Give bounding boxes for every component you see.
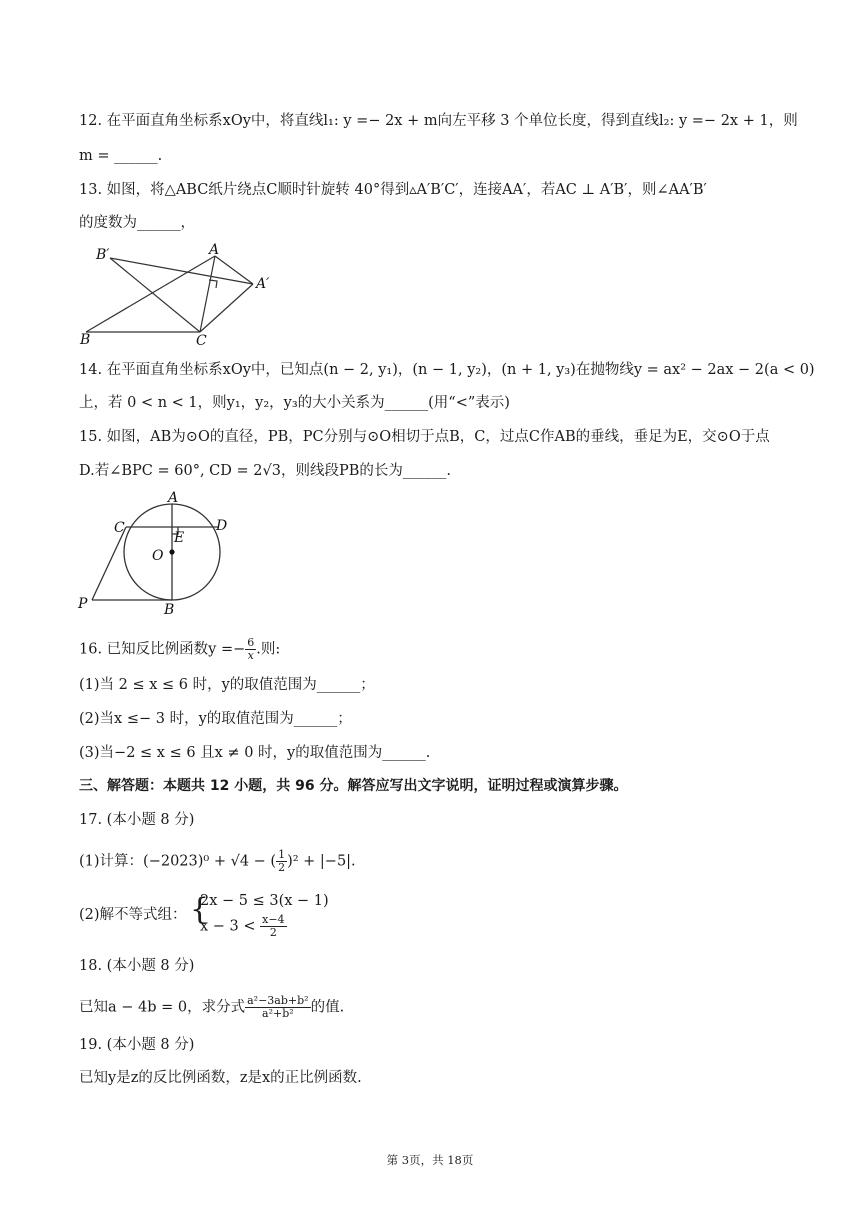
q17-inequality-1: 2x − 5 ≤ 3(x − 1) — [200, 893, 329, 909]
q16-fraction — [245, 637, 256, 662]
q18-frac-num: a²−3ab+b² — [247, 994, 309, 1007]
label-b-prime: B′ — [96, 247, 110, 263]
q17-inequality-2 — [200, 914, 287, 939]
q19-body: 已知y是z的反比例函数，z是x的正比例函数. — [79, 1070, 362, 1086]
q16-frac-den: x — [247, 649, 254, 662]
q12-line1: 12. 在平面直角坐标系xOy中，将直线l₁: y =− 2x + m向左平移 3 个单位长度，得到直线l₂: y =− 2x + 1，则 — [79, 113, 798, 129]
label-d: D — [216, 518, 228, 534]
label-o: O — [152, 548, 164, 564]
q17-p1-frac-den: 2 — [278, 861, 286, 874]
q17-p1-post: )² + |−5|. — [287, 853, 356, 870]
q19-heading: 19. (本小题 8 分) — [79, 1037, 195, 1053]
q17-part2-label: (2)解不等式组： — [79, 907, 187, 923]
q17-brace: { — [190, 892, 210, 927]
q15-line2: D.若∠BPC = 60°, CD = 2√3，则线段PB的长为______. — [79, 463, 451, 479]
label-a: A — [168, 490, 179, 506]
q17-eq2-num: x−4 — [262, 913, 285, 926]
q13-figure — [78, 242, 278, 347]
q18-heading: 18. (本小题 8 分) — [79, 958, 195, 974]
q16-part1: (1)当 2 ≤ x ≤ 6 时，y的取值范围为______； — [79, 677, 375, 693]
q16-part2: (2)当x ≤− 3 时，y的取值范围为______； — [79, 711, 352, 727]
page-footer: 第 3页，共 18页 — [386, 1153, 474, 1167]
q16-stem-pre: 16. 已知反比例函数y =− — [79, 641, 246, 658]
q18-fraction — [245, 995, 310, 1020]
q17-p1-pre: (1)计算：(−2023)⁰ + √4 − ( — [79, 853, 277, 870]
q14-line1: 14. 在平面直角坐标系xOy中，已知点(n − 2, y₁)，(n − 1, y₂)，(n + 1, y₃)在抛物线y = ax² − 2ax − 2(a < 0) — [79, 362, 815, 378]
q17-eq2-fraction — [260, 914, 286, 939]
q17-eq2-den: 2 — [269, 926, 277, 939]
q16-stem — [79, 637, 280, 662]
q15-line1: 15. 如图，AB为⊙O的直径，PB，PC分别与⊙O相切于点B，C，过点C作AB的垂线，垂足为E，交⊙O于点 — [79, 429, 770, 445]
q18-frac-den: a²+b² — [262, 1007, 294, 1020]
label-b: B — [80, 332, 91, 347]
q18-body-pre: 已知a − 4b = 0，求分式 — [79, 999, 246, 1016]
q15-figure — [76, 488, 246, 616]
q14-line2: 上，若 0 < n < 1，则y₁，y₂，y₃的大小关系为______(用“<”表示) — [79, 395, 510, 411]
q18-body-post: 的值. — [310, 999, 345, 1016]
q17-heading: 17. (本小题 8 分) — [79, 812, 195, 828]
q18-body — [79, 995, 344, 1020]
section-three-heading: 三、解答题：本题共 12 小题，共 96 分。解答应写出文字说明，证明过程或演算步骤。 — [79, 778, 628, 794]
label-a-prime: A′ — [256, 276, 270, 292]
q17-p1-frac-num: 1 — [278, 848, 286, 861]
q16-part3: (3)当−2 ≤ x ≤ 6 且x ≠ 0 时，y的取值范围为______. — [79, 745, 431, 761]
q17-part1 — [79, 849, 356, 874]
q17-p1-fraction — [276, 849, 287, 874]
label-b: B — [164, 602, 175, 616]
q12-line2: m = ______. — [79, 148, 163, 164]
label-c: C — [114, 520, 125, 536]
q16-stem-post: .则: — [256, 641, 281, 658]
label-a: A — [209, 242, 220, 258]
label-e: E — [174, 530, 185, 546]
q17-eq2-pre: x − 3 < — [200, 918, 256, 935]
label-p: P — [78, 596, 88, 612]
label-c: C — [196, 333, 207, 347]
q13-line2: 的度数为______， — [79, 215, 195, 231]
q13-line1: 13. 如图，将△ABC纸片绕点C顺时针旋转 40°得到▵A′B′C′，连接AA′，若AC ⊥ A′B′，则∠AA′B′ — [79, 182, 707, 198]
q16-frac-num: 6 — [247, 636, 255, 649]
